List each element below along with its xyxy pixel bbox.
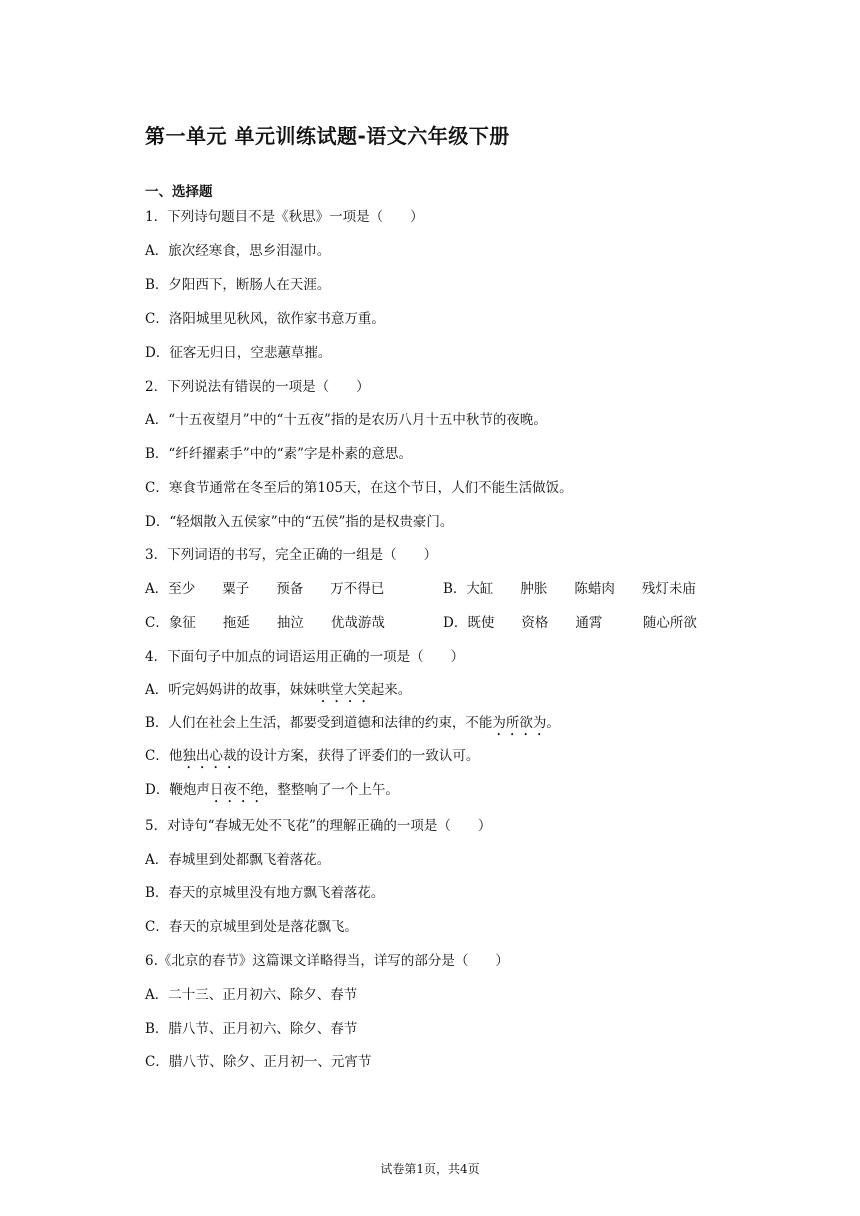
question-6-stem: 6.《北京的春节》这篇课文详略得当，详写的部分是（ ） xyxy=(145,953,509,969)
page-footer: 试卷第1页，共4页 xyxy=(380,1162,480,1176)
option-text: 起来。 xyxy=(370,682,412,698)
question-1-option-b: B．夕阳西下，断肠人在天涯。 xyxy=(145,277,331,293)
option-text: 。 xyxy=(546,715,560,731)
question-1-stem: 1．下列诗句题目不是《秋思》一项是（ ） xyxy=(145,209,424,225)
question-1-option-d: D．征客无归日，空悲蕙草摧。 xyxy=(145,345,332,361)
question-1-option-a: A．旅次经寒食，思乡泪湿巾。 xyxy=(145,243,331,259)
question-3-option-d: D．既使 资格 通霄 随心所欲 xyxy=(443,615,697,631)
dotted-phrase: 为所欲为 xyxy=(492,715,547,731)
question-3-stem: 3．下列词语的书写，完全正确的一组是（ ） xyxy=(145,547,438,563)
question-5-option-c: C．春天的京城里到处是落花飘飞。 xyxy=(145,919,358,935)
question-4-option-a xyxy=(145,681,411,706)
question-2-option-a: A．“十五夜望月”中的“十五夜”指的是农历八月十五中秋节的夜晚。 xyxy=(145,412,547,428)
question-3-option-b: B．大缸 肿胀 陈蜡肉 残灯未庙 xyxy=(443,581,696,597)
question-1-option-c: C．洛阳城里见秋风，欲作家书意万重。 xyxy=(145,311,385,327)
question-2-option-c: C．寒食节通常在冬至后的第105天，在这个节日，人们不能生活做饭。 xyxy=(145,480,573,496)
dotted-phrase: 哄堂大笑 xyxy=(316,682,371,698)
question-5-option-a: A．春城里到处都飘飞着落花。 xyxy=(145,852,331,868)
question-4-option-d xyxy=(145,781,399,806)
option-text: C．他 xyxy=(145,748,183,764)
question-2-stem: 2．下列说法有错误的一项是（ ） xyxy=(145,379,370,395)
question-6-option-a: A．二十三、正月初六、除夕、春节 xyxy=(145,987,358,1003)
question-5-option-b: B．春天的京城里没有地方飘飞着落花。 xyxy=(145,885,385,901)
question-4-option-c xyxy=(145,747,479,772)
dotted-phrase: 独出心裁 xyxy=(182,748,237,764)
question-2-option-d: D．“轻烟散入五侯家”中的“五侯”指的是权贵豪门。 xyxy=(145,514,454,530)
question-4-option-b xyxy=(145,714,560,739)
question-3-option-c: C．象征 拖延 抽泣 优哉游哉 xyxy=(145,615,385,631)
page-title: 第一单元 单元训练试题-语文六年级下册 xyxy=(145,124,510,148)
option-text: 的设计方案，获得了评委们的一致认可。 xyxy=(236,748,480,764)
question-3-option-a: A．至少 粟子 预备 万不得已 xyxy=(145,581,385,597)
section-heading: 一、选择题 xyxy=(145,184,213,200)
dotted-phrase: 日夜不绝 xyxy=(209,782,264,798)
option-text: ，整整响了一个上午。 xyxy=(263,782,399,798)
question-2-option-b: B．“纤纤擢素手”中的“素”字是朴素的意思。 xyxy=(145,446,413,462)
question-5-stem: 5．对诗句“春城无处不飞花”的理解正确的一项是（ ） xyxy=(145,818,492,834)
option-text: D．鞭炮声 xyxy=(145,782,210,798)
question-6-option-b: B．腊八节、正月初六、除夕、春节 xyxy=(145,1021,358,1037)
question-4-stem: 4．下面句子中加点的词语运用正确的一项是（ ） xyxy=(145,649,465,665)
option-text: B．人们在社会上生活，都要受到道德和法律的约束，不能 xyxy=(145,715,493,731)
option-text: A．听完妈妈讲的故事，妹妹 xyxy=(145,682,317,698)
question-6-option-c: C．腊八节、除夕、正月初一、元宵节 xyxy=(145,1054,372,1070)
